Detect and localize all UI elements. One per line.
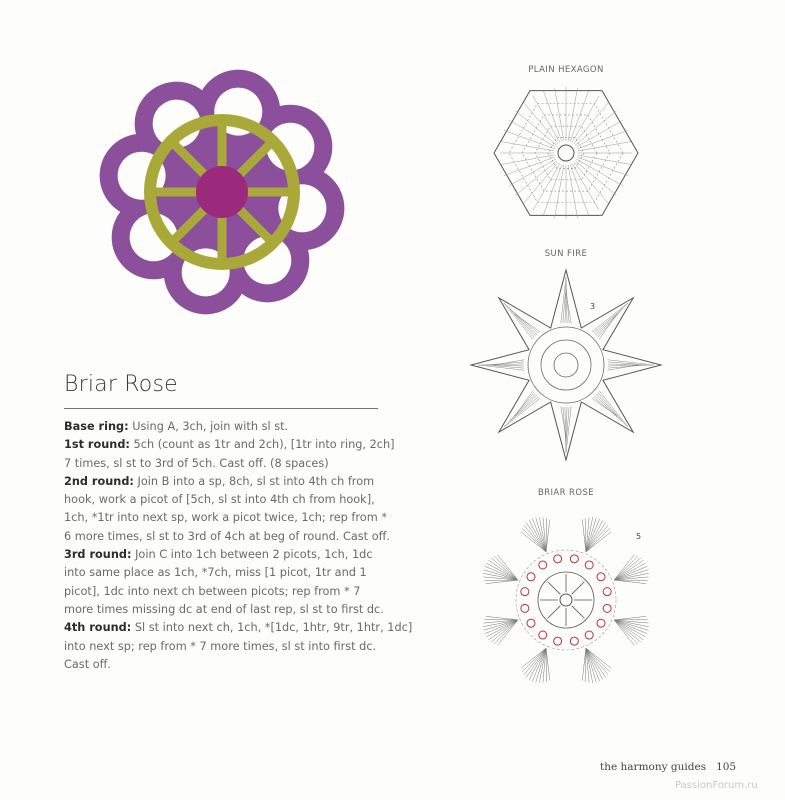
stitch-line	[565, 407, 566, 453]
picot	[603, 588, 611, 596]
stitch-line	[578, 155, 631, 164]
stitch-line	[486, 616, 518, 620]
instruction-line	[64, 619, 413, 637]
instruction-line	[64, 546, 394, 564]
instruction-text: picot], 1dc into next ch between picots; rep from * 7	[64, 584, 361, 598]
picot	[539, 631, 547, 639]
stitch-line	[575, 111, 616, 146]
stitch-line	[582, 520, 586, 552]
sun-fire-round-number: 3	[590, 302, 596, 311]
picot	[597, 619, 605, 627]
instruction-text: hook, work a picot of [5ch, sl st into 4th ch from hook],	[64, 493, 375, 507]
base-ring	[558, 145, 574, 161]
picot	[521, 588, 529, 596]
stitch-line	[614, 620, 647, 634]
stitch-line	[509, 120, 556, 147]
stitch-line	[491, 620, 518, 642]
picot	[527, 619, 535, 627]
stitch-line	[614, 558, 641, 580]
chain-round	[516, 550, 616, 650]
stitch-line	[504, 303, 537, 335]
page-number: 105	[716, 761, 737, 773]
briar-rose-round-number: 5	[636, 532, 642, 541]
stitch-line	[498, 555, 518, 580]
stitch-line	[614, 620, 641, 642]
instruction-line	[64, 601, 394, 619]
picot	[585, 631, 593, 639]
instruction-line	[64, 509, 394, 527]
sun-round	[554, 353, 578, 377]
stitch-line	[543, 164, 561, 215]
stitch-line	[521, 648, 546, 668]
instruction-text: Using A, 3ch, join with sl st.	[128, 420, 289, 433]
watermark: PassionForum.ru	[675, 780, 758, 791]
title-divider	[64, 408, 378, 409]
stitch-line	[498, 620, 518, 645]
stitch-line	[555, 165, 564, 218]
stitch-line	[515, 391, 533, 416]
picot	[554, 555, 562, 563]
stitch-line	[586, 525, 608, 552]
briar-rose-photo	[90, 62, 355, 327]
plain-hexagon-diagram	[486, 75, 646, 235]
page-footer	[600, 761, 746, 773]
round-label: 2nd round:	[64, 474, 134, 488]
stitch-line	[599, 391, 628, 427]
instruction-text: 6 more times, sl st to 3rd of 4ch at beg of round. Cast off.	[64, 529, 390, 543]
stitch-line	[521, 532, 546, 552]
round-label: 1st round:	[64, 438, 130, 452]
stitch-line	[592, 398, 617, 416]
stitch-line	[533, 163, 560, 210]
briar-rose-diagram	[471, 505, 661, 695]
picot	[554, 637, 562, 645]
stitch-line	[548, 582, 561, 595]
instruction-line	[64, 473, 394, 491]
instruction-text: 7 times, sl st to 3rd of 5ch. Cast off. (8 spaces)	[64, 456, 329, 470]
stitch-line	[576, 120, 623, 147]
stitch-line	[504, 398, 540, 427]
stitch-line	[586, 648, 608, 675]
stitch-line	[577, 130, 628, 148]
stitch-line	[572, 96, 599, 143]
instruction-text: Join C into 1ch between 2 picots, 1ch, 1dc	[131, 548, 373, 562]
sun-fire-diagram	[466, 265, 666, 465]
instruction-text: Cast off.	[64, 657, 112, 671]
instruction-line	[64, 656, 394, 674]
stitch-line	[614, 566, 647, 580]
instruction-line	[64, 436, 394, 454]
book-title: the harmony guides	[600, 761, 707, 773]
stitch-line	[586, 532, 611, 552]
center	[196, 166, 248, 218]
stitch-line	[524, 102, 559, 143]
round-label: Base ring:	[64, 420, 129, 433]
stitch-line	[504, 157, 555, 175]
stitch-line	[491, 558, 518, 580]
stitch-line	[524, 162, 559, 203]
stitch-line	[572, 163, 599, 210]
stitch-line	[575, 161, 616, 196]
stitch-line	[592, 303, 628, 332]
stitch-line	[586, 648, 611, 668]
stitch-line	[614, 616, 646, 620]
stitch-line	[504, 303, 533, 339]
sun-round	[528, 327, 604, 403]
instruction-text: more times missing dc at end of last rep, sl st to first dc.	[64, 602, 384, 616]
diagram-label-sun-fire: SUN FIRE	[544, 249, 588, 259]
stitch-line	[574, 102, 609, 143]
instruction-line	[64, 564, 394, 582]
picot	[521, 604, 529, 612]
stitch-line	[509, 159, 556, 186]
stitch-line	[599, 314, 617, 339]
stitch-line	[568, 88, 577, 141]
stitch-line	[555, 88, 564, 141]
stitch-line	[478, 364, 524, 365]
instruction-line	[64, 638, 394, 656]
stitch-line	[566, 277, 567, 323]
stitch-line	[577, 157, 628, 175]
instruction-text: 5ch (count as 1tr and 2ch), [1tr into ring, 2ch]	[129, 438, 395, 452]
stitch-line	[515, 111, 556, 146]
stitch-line	[504, 130, 555, 148]
stitch-line	[576, 159, 623, 186]
instruction-text: 1ch, *1tr into next sp, work a picot twice, 1ch; rep from *	[64, 511, 387, 525]
instruction-line	[64, 528, 394, 546]
stitch-line	[614, 580, 646, 584]
stitch-line	[595, 395, 628, 427]
instruction-text: Join B into a sp, 8ch, sl st into 4th ch from	[133, 474, 375, 488]
picot	[539, 561, 547, 569]
stitch-line	[608, 365, 654, 366]
instruction-line	[64, 455, 394, 473]
sun-round	[541, 340, 591, 390]
stitch-line	[614, 620, 634, 645]
instruction-line	[64, 418, 394, 436]
base-ring	[560, 594, 572, 606]
stitch-line	[533, 96, 560, 143]
picot	[527, 573, 535, 581]
stitch-line	[596, 303, 628, 336]
picot	[570, 637, 578, 645]
stitch-line	[532, 648, 546, 681]
stitch-line	[614, 555, 634, 580]
picot	[603, 604, 611, 612]
stitch-line	[546, 648, 550, 680]
stitch-line	[485, 566, 518, 580]
round-label: 4th round:	[64, 621, 132, 635]
instruction-line	[64, 583, 394, 601]
stitch-line	[582, 648, 586, 680]
stitch-line	[572, 606, 585, 619]
stitch-line	[501, 142, 554, 151]
stitch-line	[586, 648, 600, 681]
instruction-text: Sl st into next ch, 1ch, *[1dc, 1htr, 9tr, 1htr, 1dc]	[131, 621, 413, 635]
pattern-instructions	[64, 418, 413, 674]
picot	[570, 555, 578, 563]
stitch-line	[532, 519, 546, 552]
stitch-line	[486, 580, 518, 584]
stitch-line	[524, 648, 546, 675]
pattern-title: Briar Rose	[64, 372, 178, 397]
diagram-label-briar-rose: BRIAR ROSE	[537, 488, 595, 498]
stitch-line	[548, 606, 561, 619]
picot	[585, 561, 593, 569]
round-label: 3rd round:	[64, 548, 132, 562]
stitch-line	[515, 161, 556, 196]
instruction-text: into same place as 1ch, *7ch, miss [1 picot, 1tr and 1	[64, 566, 367, 580]
stitch-line	[568, 165, 577, 218]
stitch-line	[574, 162, 609, 203]
instruction-line	[64, 491, 394, 509]
stitch-line	[485, 620, 518, 634]
stitch-line	[515, 314, 540, 332]
picot	[597, 573, 605, 581]
stitch-line	[524, 525, 546, 552]
stitch-line	[546, 520, 550, 552]
instruction-text: into next sp; rep from * 7 more times, sl st into first dc.	[64, 639, 377, 653]
stitch-line	[572, 582, 585, 595]
stitch-line	[543, 91, 561, 142]
stitch-line	[586, 519, 600, 552]
diagram-label-plain-hexagon: PLAIN HEXAGON	[528, 65, 604, 75]
stitch-line	[504, 394, 536, 427]
